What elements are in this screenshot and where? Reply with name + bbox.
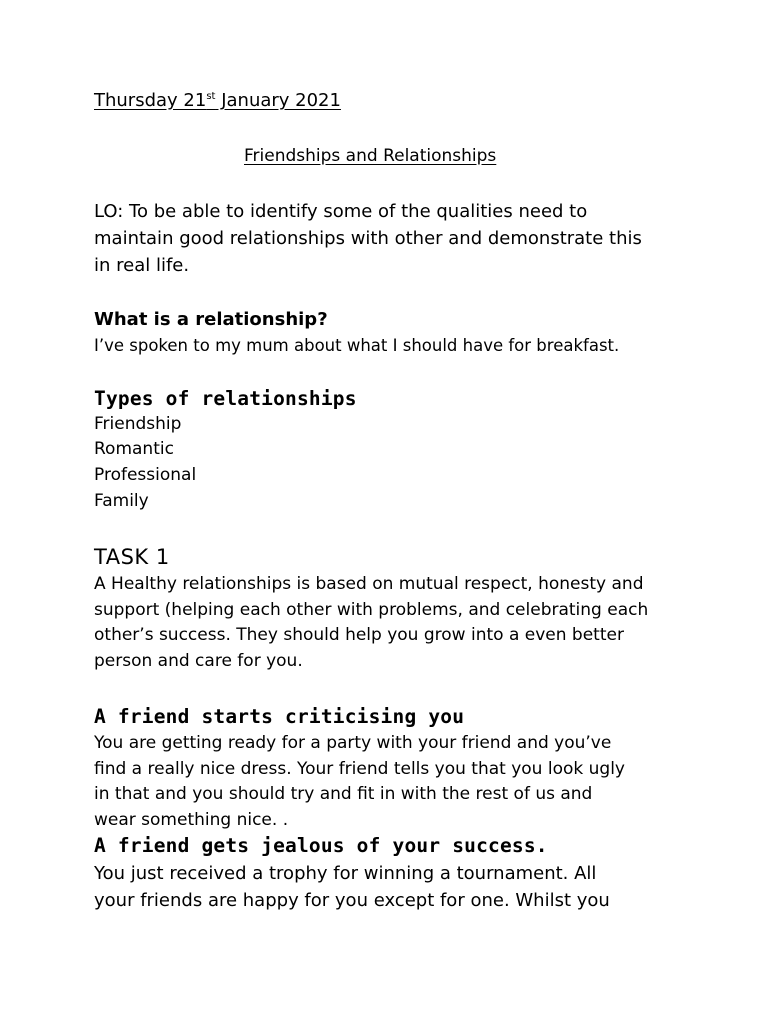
paragraph-line: You are getting ready for a party with your friend and you’ve: [94, 733, 612, 753]
scenario-heading-criticising: A friend starts criticising you: [94, 705, 465, 728]
lo-line: maintain good relationships with other and demonstrate this: [94, 228, 642, 249]
paragraph-line: You just received a trophy for winning a tournament. All: [94, 863, 597, 884]
lo-line: in real life.: [94, 255, 190, 276]
lo-line: LO: To be able to identify some of the qualities need to: [94, 201, 588, 222]
document-date: [94, 90, 341, 111]
list-item: Friendship: [94, 414, 182, 434]
list-item: Professional: [94, 465, 197, 485]
scenario-heading-jealous: A friend gets jealous of your success.: [94, 834, 548, 857]
what-is-relationship-text: I’ve spoken to my mum about what I should have for breakfast.: [94, 336, 620, 355]
paragraph-line: other’s success. They should help you grow into a even better: [94, 625, 624, 645]
date-ordinal-suffix: st: [206, 91, 216, 102]
paragraph-line: support (helping each other with problems, and celebrating each: [94, 599, 649, 620]
learning-objective: [94, 198, 642, 279]
paragraph-line: your friends are happy for you except for one. Whilst you: [94, 890, 610, 911]
section-heading-what-is-relationship: What is a relationship?: [94, 309, 328, 330]
list-item: Romantic: [94, 439, 174, 459]
paragraph-line: A Healthy relationships is based on mutual respect, honesty and: [94, 574, 644, 594]
task1-paragraph: [94, 572, 648, 674]
section-heading-types: Types of relationships: [94, 387, 357, 410]
paragraph-line: wear something nice. .: [94, 809, 289, 830]
date-text: Thursday 21: [94, 90, 207, 111]
paragraph-line: find a really nice dress. Your friend tells you that you look ugly: [94, 758, 625, 779]
date-month-year: January 2021: [215, 90, 341, 111]
document-title: Friendships and Relationships: [244, 146, 497, 166]
paragraph-line: in that and you should try and fit in with the rest of us and: [94, 784, 593, 804]
scenario2-paragraph: [94, 860, 610, 914]
list-item: Family: [94, 491, 149, 511]
task-heading: TASK 1: [94, 545, 170, 569]
paragraph-line: person and care for you.: [94, 650, 303, 671]
scenario1-paragraph: [94, 731, 625, 833]
